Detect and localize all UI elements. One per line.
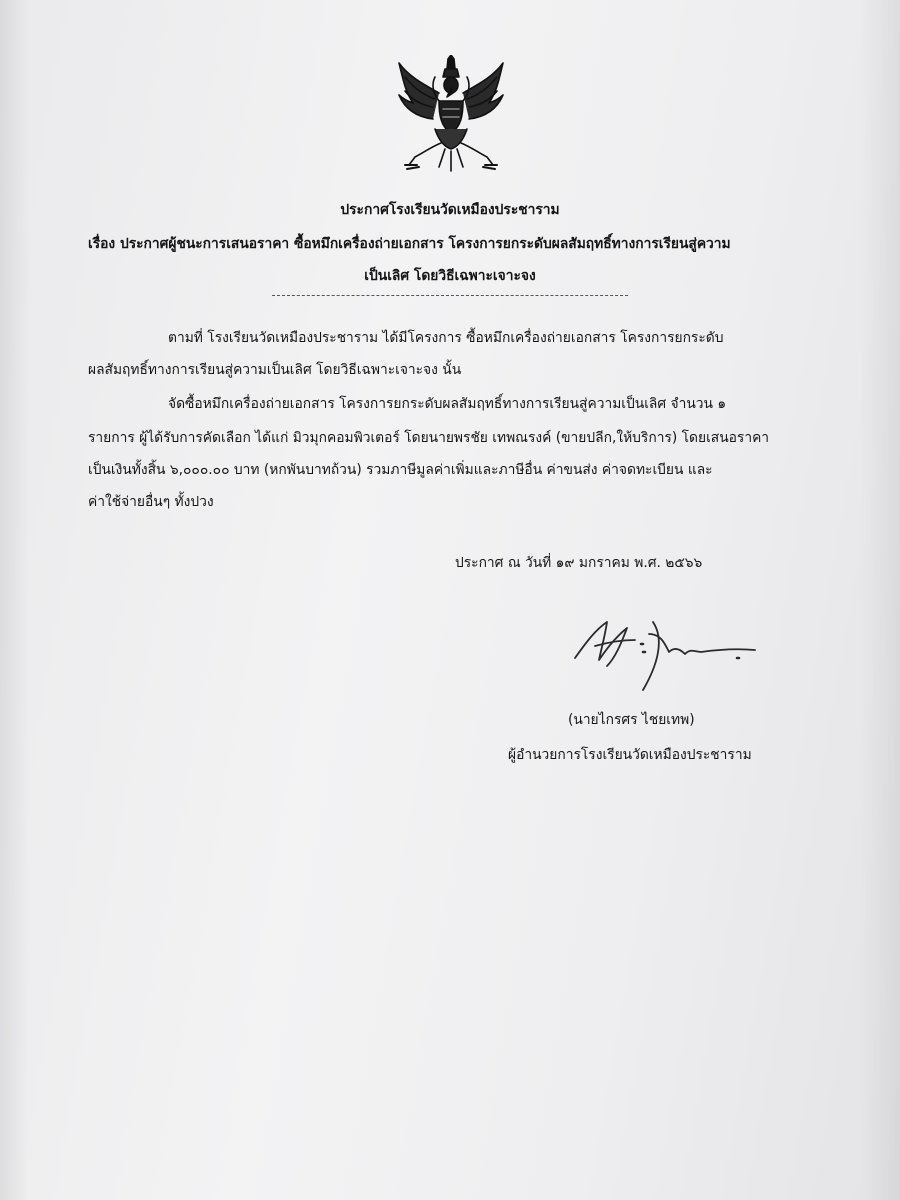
subject-line-1: เรื่อง ประกาศผู้ชนะการเสนอราคา ซื้อหมึกเครื่องถ่ายเอกสาร โครงการยกระดับผลสัมฤทธิ์ทางการเรียนสู่ความ <box>88 236 731 252</box>
announcement-date: ประกาศ ณ วันที่ ๑๙ มกราคม พ.ศ. ๒๕๖๖ <box>455 555 703 571</box>
page-shadow-right <box>860 0 900 1200</box>
signer-position: ผู้อำนวยการโรงเรียนวัดเหมืองประชาราม <box>508 747 752 763</box>
paragraph-2-line-1: จัดซื้อหมึกเครื่องถ่ายเอกสาร โครงการยกระดับผลสัมฤทธิ์ทางการเรียนสู่ความเป็นเลิศ จำนวน ๑ <box>168 396 727 412</box>
header-divider <box>272 295 628 296</box>
paragraph-1-line-1: ตามที่ โรงเรียนวัดเหมืองประชาราม ได้มีโครงการ ซื้อหมึกเครื่องถ่ายเอกสาร โครงการยกระดับ <box>168 330 724 346</box>
signer-name: (นายไกรศร ไชยเทพ) <box>568 712 695 728</box>
paragraph-2-line-3: เป็นเงินทั้งสิ้น ๖,๐๐๐.๐๐ บาท (หกพันบาทถ้วน) รวมภาษีมูลค่าเพิ่มและภาษีอื่น ค่าขนส่ง ค่าจดทะเบียน และ <box>88 462 713 478</box>
paragraph-1-line-2: ผลสัมฤทธิ์ทางการเรียนสู่ความเป็นเลิศ โดยวิธีเฉพาะเจาะจง นั้น <box>88 362 462 378</box>
paragraph-2-line-2: รายการ ผู้ได้รับการคัดเลือก ได้แก่ มิวมุกคอมพิวเตอร์ โดยนายพรชัย เทพณรงค์ (ขายปลีก,ให้บริการ) โดยเสนอราคา <box>88 430 770 446</box>
paragraph-2-line-4: ค่าใช้จ่ายอื่นๆ ทั้งปวง <box>88 494 214 510</box>
subject-line-2: เป็นเลิศ โดยวิธีเฉพาะเจาะจง <box>364 268 536 284</box>
garuda-emblem-icon <box>395 55 507 173</box>
org-title: ประกาศโรงเรียนวัดเหมืองประชาราม <box>340 202 560 218</box>
page-shadow-left <box>0 0 30 1200</box>
handwritten-signature <box>565 600 765 700</box>
